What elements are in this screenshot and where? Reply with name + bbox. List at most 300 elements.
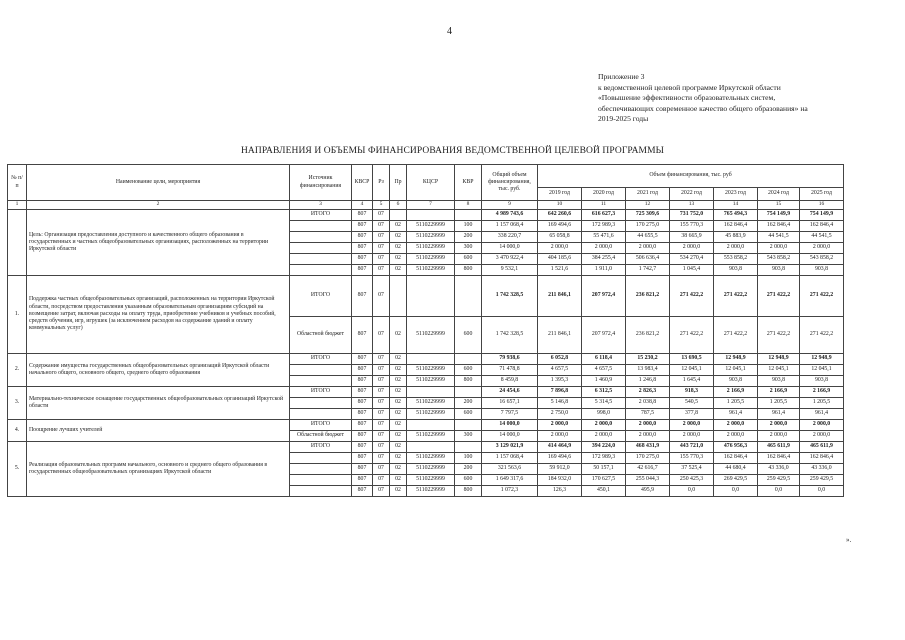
cell-kvr: 600 (455, 317, 482, 354)
header-row (8, 165, 844, 188)
cell-year: 2 038,8 (626, 398, 670, 409)
cell-year: 468 431,9 (626, 442, 670, 453)
cell-year: 2 000,0 (538, 420, 582, 431)
cell-year: 377,8 (670, 409, 714, 420)
cell-year: 170 275,0 (626, 221, 670, 232)
cell-year: 1 645,4 (670, 376, 714, 387)
cell-year: 38 665,9 (670, 232, 714, 243)
cell-kvr (455, 354, 482, 365)
cell-kcsr: 5110229999 (407, 453, 455, 464)
cell-year: 43 336,0 (758, 464, 800, 475)
cell-pr: 02 (390, 475, 407, 486)
table-row (8, 387, 844, 398)
cell-total: 24 454,6 (482, 387, 538, 398)
cell-source: Областной бюджет (290, 431, 352, 442)
cell-kvsr: 807 (352, 475, 373, 486)
cell-total: 321 563,6 (482, 464, 538, 475)
cell-year: 2 000,0 (800, 243, 844, 254)
appendix-line: Приложение 3 (598, 72, 645, 81)
cell-kvr: 100 (455, 221, 482, 232)
cell-rz: 07 (373, 265, 390, 276)
column-number-row (8, 201, 844, 210)
cell-year: 404 185,6 (538, 254, 582, 265)
cell-year: 998,0 (582, 409, 626, 420)
cell-year: 172 989,3 (582, 221, 626, 232)
page-number: 4 (447, 26, 452, 37)
column-number: 10 (538, 201, 582, 210)
cell-year: 12 948,9 (758, 354, 800, 365)
cell-year: 2 750,0 (538, 409, 582, 420)
cell-year: 162 846,4 (714, 221, 758, 232)
cell-kvr: 600 (455, 409, 482, 420)
cell-year: 4 657,5 (582, 365, 626, 376)
column-number: 14 (714, 201, 758, 210)
cell-total: 71 478,8 (482, 365, 538, 376)
column-number: 13 (670, 201, 714, 210)
header-num: № п/п (8, 165, 27, 201)
column-number: 1 (8, 201, 27, 210)
cell-rz: 07 (373, 317, 390, 354)
header-year: 2022 год (670, 188, 714, 201)
header-year: 2020 год (582, 188, 626, 201)
cell-source: ИТОГО (290, 354, 352, 365)
cell-year: 903,8 (800, 265, 844, 276)
cell-pr: 02 (390, 232, 407, 243)
appendix-header (598, 72, 898, 125)
cell-year: 211 846,1 (538, 317, 582, 354)
header-year: 2021 год (626, 188, 670, 201)
cell-year: 754 149,9 (758, 210, 800, 221)
cell-year: 236 821,2 (626, 317, 670, 354)
cell-kcsr: 5110229999 (407, 431, 455, 442)
cell-kvr: 600 (455, 365, 482, 376)
cell-year: 12 045,1 (800, 365, 844, 376)
cell-year: 12 948,9 (800, 354, 844, 365)
header-year: 2025 год (800, 188, 844, 201)
cell-kvr: 200 (455, 464, 482, 475)
cell-kvsr: 807 (352, 420, 373, 431)
cell-year: 543 858,2 (800, 254, 844, 265)
cell-year: 162 846,4 (800, 221, 844, 232)
cell-pr: 02 (390, 431, 407, 442)
cell-year: 2 000,0 (582, 243, 626, 254)
cell-source (290, 232, 352, 243)
cell-kcsr: 5110229999 (407, 486, 455, 497)
row-name: Содержание имущества государственных общеобразовательных организаций Иркутской области начального общего, основного общего, среднего общего образования (27, 354, 290, 387)
cell-pr (390, 276, 407, 317)
cell-source: ИТОГО (290, 420, 352, 431)
column-number: 5 (373, 201, 390, 210)
cell-total: 1 157 068,4 (482, 453, 538, 464)
cell-pr: 02 (390, 409, 407, 420)
cell-year: 211 846,1 (538, 276, 582, 317)
cell-pr: 02 (390, 420, 407, 431)
cell-pr: 02 (390, 254, 407, 265)
cell-year: 2 000,0 (582, 420, 626, 431)
cell-year: 1 460,9 (582, 376, 626, 387)
header-yearly: Объем финансирования, тыс. руб (538, 165, 844, 188)
cell-year: 42 616,7 (626, 464, 670, 475)
cell-year: 450,1 (582, 486, 626, 497)
cell-total: 9 532,1 (482, 265, 538, 276)
cell-year: 961,4 (800, 409, 844, 420)
cell-kvsr: 807 (352, 354, 373, 365)
column-number: 11 (582, 201, 626, 210)
table-row (8, 276, 844, 317)
cell-rz: 07 (373, 210, 390, 221)
cell-year: 59 912,0 (538, 464, 582, 475)
cell-kvsr: 807 (352, 387, 373, 398)
row-number: 3. (8, 387, 27, 420)
cell-year: 236 821,2 (626, 276, 670, 317)
cell-source (290, 243, 352, 254)
cell-kvr: 800 (455, 265, 482, 276)
cell-year: 55 471,6 (582, 232, 626, 243)
cell-year: 534 270,4 (670, 254, 714, 265)
cell-year: 495,9 (626, 486, 670, 497)
cell-year: 2 000,0 (758, 243, 800, 254)
cell-rz: 07 (373, 409, 390, 420)
cell-year: 731 752,0 (670, 210, 714, 221)
column-number: 4 (352, 201, 373, 210)
cell-year: 7 896,8 (538, 387, 582, 398)
cell-kvsr: 807 (352, 210, 373, 221)
cell-year: 172 989,3 (582, 453, 626, 464)
cell-kvsr: 807 (352, 232, 373, 243)
cell-year: 155 770,3 (670, 221, 714, 232)
cell-year: 465 611,9 (758, 442, 800, 453)
cell-year: 476 956,3 (714, 442, 758, 453)
cell-year: 2 166,9 (800, 387, 844, 398)
cell-rz: 07 (373, 276, 390, 317)
cell-source (290, 365, 352, 376)
cell-year: 725 309,6 (626, 210, 670, 221)
cell-source (290, 221, 352, 232)
cell-year: 162 846,4 (714, 453, 758, 464)
cell-pr: 02 (390, 387, 407, 398)
cell-rz: 07 (373, 475, 390, 486)
cell-year: 37 525,4 (670, 464, 714, 475)
cell-year: 0,0 (670, 486, 714, 497)
cell-kcsr: 5110229999 (407, 221, 455, 232)
cell-source (290, 265, 352, 276)
column-number: 9 (482, 201, 538, 210)
cell-pr: 02 (390, 365, 407, 376)
cell-year: 2 000,0 (758, 420, 800, 431)
cell-rz: 07 (373, 464, 390, 475)
cell-source (290, 475, 352, 486)
row-number: 2. (8, 354, 27, 387)
cell-kcsr (407, 354, 455, 365)
cell-kcsr: 5110229999 (407, 317, 455, 354)
cell-year: 44 655,5 (626, 232, 670, 243)
cell-year: 6 312,5 (582, 387, 626, 398)
cell-year: 207 972,4 (582, 276, 626, 317)
cell-kcsr (407, 387, 455, 398)
cell-rz: 07 (373, 376, 390, 387)
cell-kcsr (407, 420, 455, 431)
cell-year: 2 000,0 (626, 243, 670, 254)
column-number: 8 (455, 201, 482, 210)
cell-year: 506 636,4 (626, 254, 670, 265)
cell-pr: 02 (390, 464, 407, 475)
cell-year: 1 742,7 (626, 265, 670, 276)
cell-year: 271 422,2 (670, 317, 714, 354)
cell-kcsr: 5110229999 (407, 365, 455, 376)
cell-year: 2 000,0 (714, 243, 758, 254)
cell-year: 6 118,4 (582, 354, 626, 365)
header-year: 2023 год (714, 188, 758, 201)
cell-rz: 07 (373, 387, 390, 398)
cell-year: 2 000,0 (626, 431, 670, 442)
cell-pr: 02 (390, 398, 407, 409)
cell-year: 0,0 (800, 486, 844, 497)
cell-year: 271 422,2 (758, 276, 800, 317)
cell-year: 1 246,8 (626, 376, 670, 387)
cell-year: 4 657,5 (538, 365, 582, 376)
cell-year: 384 255,4 (582, 254, 626, 265)
appendix-line: к ведомственной целевой программе Иркутской области (598, 82, 781, 92)
cell-year: 5 146,8 (538, 398, 582, 409)
cell-kvsr: 807 (352, 365, 373, 376)
cell-source (290, 464, 352, 475)
cell-kvr: 200 (455, 398, 482, 409)
table-row (8, 354, 844, 365)
header-kvsr: КВСР (352, 165, 373, 201)
cell-year: 162 846,4 (758, 221, 800, 232)
cell-rz: 07 (373, 254, 390, 265)
cell-kcsr: 5110229999 (407, 475, 455, 486)
cell-year: 1 521,6 (538, 265, 582, 276)
cell-source (290, 409, 352, 420)
row-number (8, 210, 27, 276)
cell-total: 3 129 021,9 (482, 442, 538, 453)
cell-pr: 02 (390, 265, 407, 276)
row-number: 4. (8, 420, 27, 442)
cell-year: 2 166,9 (714, 387, 758, 398)
table-row (8, 420, 844, 431)
column-number: 15 (758, 201, 800, 210)
cell-source (290, 453, 352, 464)
cell-kvr: 800 (455, 376, 482, 387)
row-number: 1. (8, 276, 27, 354)
cell-year: 44 680,4 (714, 464, 758, 475)
cell-total: 338 220,7 (482, 232, 538, 243)
cell-year: 255 044,3 (626, 475, 670, 486)
cell-kvsr: 807 (352, 276, 373, 317)
cell-year: 269 429,5 (714, 475, 758, 486)
row-name: Поддержка частных общеобразовательных организаций, расположенных на территории Иркутской области, посредством предоставления указанным образовательным организациям субсидий на возмещение затрат, включая расходы на оплату труда, приобретение учебников и учебных пособий, средств обучения, игр, игрушек (за исключением расходов на содержание зданий и оплату коммунальных услуг) (27, 276, 290, 354)
header-pr: Пр (390, 165, 407, 201)
row-name: Цель: Организация предоставления доступного и качественного общего образования в государственных и частных общеобразовательных организациях, расположенных на территории Иркутской области (27, 210, 290, 276)
cell-year: 903,8 (800, 376, 844, 387)
cell-kvr (455, 387, 482, 398)
header-name: Наименование цели, мероприятия (27, 165, 290, 201)
cell-year: 162 846,4 (758, 453, 800, 464)
cell-year: 271 422,2 (758, 317, 800, 354)
cell-total: 4 989 743,6 (482, 210, 538, 221)
cell-year: 414 464,9 (538, 442, 582, 453)
cell-total: 1 742 328,5 (482, 276, 538, 317)
cell-year: 903,8 (714, 265, 758, 276)
cell-kvr (455, 276, 482, 317)
cell-kvr: 600 (455, 254, 482, 265)
cell-pr (390, 210, 407, 221)
cell-source: ИТОГО (290, 387, 352, 398)
appendix-line: 2019-2025 годы (598, 114, 649, 123)
header-year: 2024 год (758, 188, 800, 201)
cell-year: 0,0 (714, 486, 758, 497)
cell-kcsr: 5110229999 (407, 232, 455, 243)
cell-year: 5 314,5 (582, 398, 626, 409)
cell-pr: 02 (390, 243, 407, 254)
cell-year: 2 826,3 (626, 387, 670, 398)
cell-year: 126,3 (538, 486, 582, 497)
cell-year: 207 972,4 (582, 317, 626, 354)
cell-year: 903,8 (758, 265, 800, 276)
cell-kcsr: 5110229999 (407, 376, 455, 387)
cell-year: 2 000,0 (538, 431, 582, 442)
cell-kvsr: 807 (352, 221, 373, 232)
cell-kvsr: 807 (352, 254, 373, 265)
cell-source (290, 398, 352, 409)
cell-year: 961,4 (714, 409, 758, 420)
cell-rz: 07 (373, 243, 390, 254)
cell-source: ИТОГО (290, 210, 352, 221)
cell-kvr: 600 (455, 475, 482, 486)
cell-year: 169 494,6 (538, 453, 582, 464)
cell-year: 2 000,0 (714, 420, 758, 431)
cell-year: 540,5 (670, 398, 714, 409)
cell-rz: 07 (373, 431, 390, 442)
cell-kvr: 200 (455, 232, 482, 243)
cell-rz: 07 (373, 398, 390, 409)
cell-year: 250 425,3 (670, 475, 714, 486)
cell-year: 1 205,5 (800, 398, 844, 409)
cell-kvr: 800 (455, 486, 482, 497)
cell-year: 12 948,9 (714, 354, 758, 365)
appendix-line: «Повышение эффективности образовательных систем, (598, 93, 776, 102)
cell-kvsr: 807 (352, 442, 373, 453)
cell-year: 642 260,6 (538, 210, 582, 221)
cell-kcsr: 5110229999 (407, 265, 455, 276)
cell-year: 443 721,0 (670, 442, 714, 453)
cell-year: 44 541,5 (800, 232, 844, 243)
cell-year: 155 770,3 (670, 453, 714, 464)
cell-year: 1 045,4 (670, 265, 714, 276)
cell-year: 259 429,5 (758, 475, 800, 486)
cell-year: 1 205,5 (758, 398, 800, 409)
cell-year: 259 429,5 (800, 475, 844, 486)
cell-rz: 07 (373, 486, 390, 497)
cell-year: 271 422,2 (714, 276, 758, 317)
cell-total: 8 459,8 (482, 376, 538, 387)
cell-year: 65 058,8 (538, 232, 582, 243)
document-title: НАПРАВЛЕНИЯ И ОБЪЕМЫ ФИНАНСИРОВАНИЯ ВЕДОМСТВЕННОЙ ЦЕЛЕВОЙ ПРОГРАММЫ (240, 146, 665, 156)
cell-kvr (455, 210, 482, 221)
header-kcsr: КЦСР (407, 165, 455, 201)
cell-pr: 02 (390, 376, 407, 387)
cell-total: 3 470 922,4 (482, 254, 538, 265)
cell-rz: 07 (373, 232, 390, 243)
cell-year: 2 000,0 (758, 431, 800, 442)
cell-year: 271 422,2 (670, 276, 714, 317)
cell-pr: 02 (390, 486, 407, 497)
cell-kcsr: 5110229999 (407, 409, 455, 420)
cell-year: 2 000,0 (670, 431, 714, 442)
cell-kvsr: 807 (352, 453, 373, 464)
cell-kvsr: 807 (352, 265, 373, 276)
cell-kvsr: 807 (352, 464, 373, 475)
cell-total: 16 657,1 (482, 398, 538, 409)
cell-kvr (455, 442, 482, 453)
cell-year: 0,0 (758, 486, 800, 497)
row-name: Поощрение лучших учителей (27, 420, 290, 442)
header-source: Источник финансирования (290, 165, 352, 201)
cell-total: 14 000,0 (482, 420, 538, 431)
cell-kvsr: 807 (352, 398, 373, 409)
cell-year: 13 983,4 (626, 365, 670, 376)
cell-year: 1 205,5 (714, 398, 758, 409)
cell-year: 15 230,2 (626, 354, 670, 365)
cell-year: 2 000,0 (800, 420, 844, 431)
header-year: 2019 год (538, 188, 582, 201)
cell-pr: 02 (390, 221, 407, 232)
cell-year: 543 858,2 (758, 254, 800, 265)
cell-source: ИТОГО (290, 276, 352, 317)
column-number: 6 (390, 201, 407, 210)
cell-year: 169 494,6 (538, 221, 582, 232)
cell-year: 765 494,3 (714, 210, 758, 221)
cell-year: 903,8 (714, 376, 758, 387)
cell-total: 1 742 328,5 (482, 317, 538, 354)
column-number: 2 (27, 201, 290, 210)
cell-kcsr (407, 442, 455, 453)
cell-year: 394 224,0 (582, 442, 626, 453)
cell-year: 12 045,1 (758, 365, 800, 376)
cell-year: 787,5 (626, 409, 670, 420)
cell-year: 162 846,4 (800, 453, 844, 464)
table-row (8, 442, 844, 453)
column-number: 3 (290, 201, 352, 210)
row-number: 5. (8, 442, 27, 497)
financing-table (7, 164, 844, 497)
cell-total: 1 157 068,4 (482, 221, 538, 232)
cell-pr: 02 (390, 354, 407, 365)
cell-year: 170 627,5 (582, 475, 626, 486)
cell-kcsr: 5110229999 (407, 243, 455, 254)
cell-total: 1 649 317,6 (482, 475, 538, 486)
cell-total: 14 000,0 (482, 243, 538, 254)
header-total: Общий объем финансирования, тыс. руб. (482, 165, 538, 201)
cell-kvsr: 807 (352, 409, 373, 420)
cell-year: 465 611,9 (800, 442, 844, 453)
cell-source: Областной бюджет (290, 317, 352, 354)
column-number: 16 (800, 201, 844, 210)
cell-source (290, 486, 352, 497)
cell-kvr (455, 420, 482, 431)
cell-year: 12 045,1 (670, 365, 714, 376)
cell-year: 271 422,2 (714, 317, 758, 354)
column-number: 12 (626, 201, 670, 210)
cell-year: 903,8 (758, 376, 800, 387)
cell-year: 45 883,9 (714, 232, 758, 243)
cell-total: 7 797,5 (482, 409, 538, 420)
cell-year: 13 690,5 (670, 354, 714, 365)
cell-year: 961,4 (758, 409, 800, 420)
cell-rz: 07 (373, 354, 390, 365)
table-body (8, 165, 844, 497)
